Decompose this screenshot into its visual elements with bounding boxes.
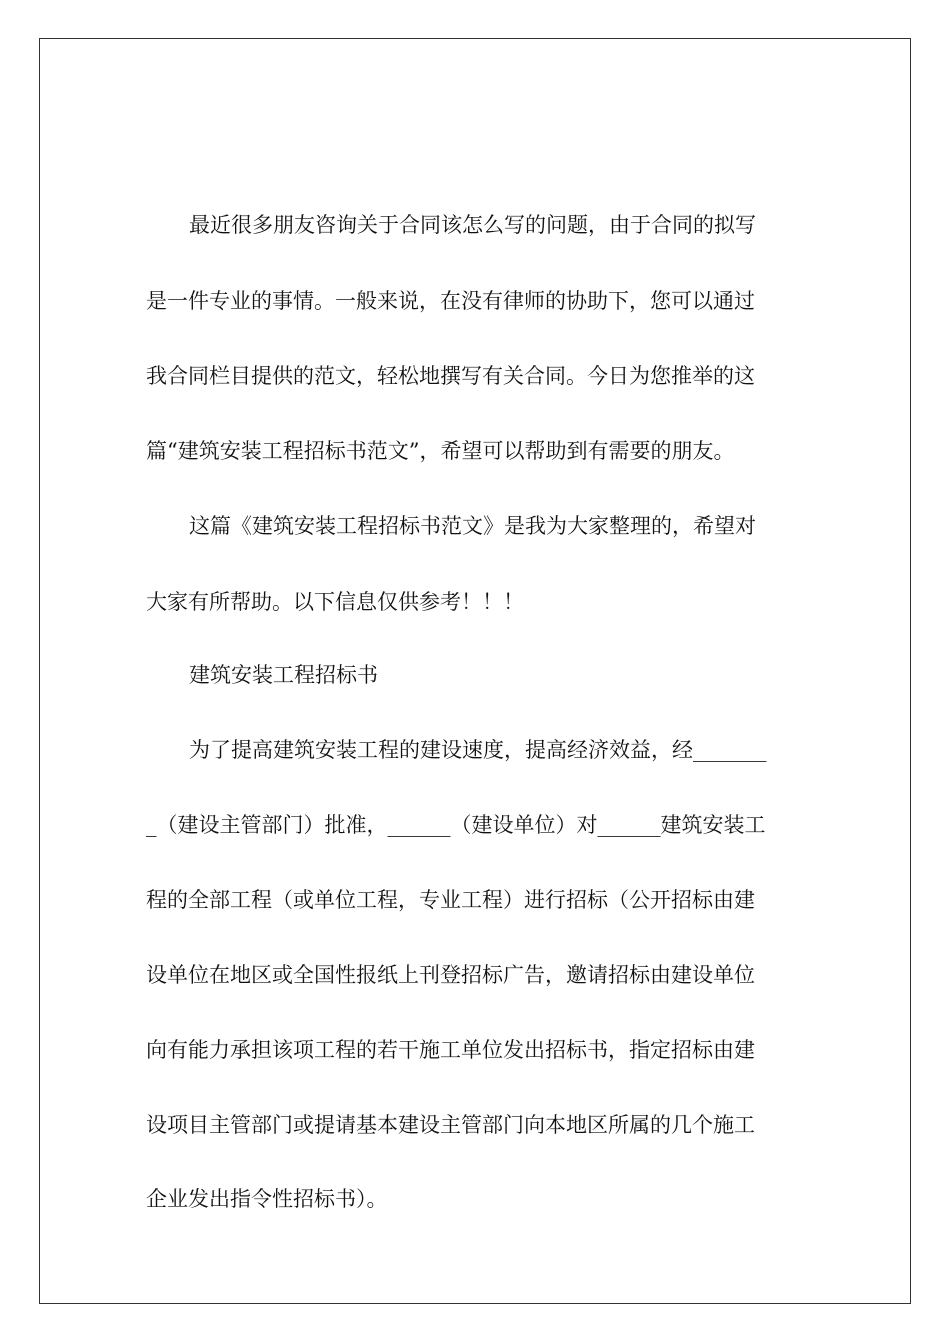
body-line-4: 设单位在地区或全国性报纸上刊登招标广告，邀请招标由建设单位 bbox=[146, 963, 755, 987]
body-line-7: 企业发出指令性招标书）。 bbox=[146, 1187, 388, 1211]
intro-line-2: 是一件专业的事情。一般来说，在没有律师的协助下，您可以通过 bbox=[146, 289, 755, 313]
note-line-1: 这篇《建筑安装工程招标书范文》是我为大家整理的，希望对 bbox=[189, 514, 756, 538]
body-line-1: 为了提高建筑安装工程的建设速度，提高经济效益，经_______ bbox=[189, 738, 767, 762]
note-line-2: 大家有所帮助。以下信息仅供参考！！！ bbox=[146, 590, 524, 614]
body-line-2: _（建设主管部门）批准，______（建设单位）对______建筑安装工 bbox=[146, 813, 766, 837]
body-line-5: 向有能力承担该项工程的若干施工单位发出招标书，指定招标由建 bbox=[146, 1038, 755, 1062]
section-title: 建筑安装工程招标书 bbox=[189, 663, 378, 687]
intro-line-4: 篇“建筑安装工程招标书范文”，希望可以帮助到有需要的朋友。 bbox=[146, 439, 735, 463]
intro-line-3: 我合同栏目提供的范文，轻松地撰写有关合同。今日为您推举的这 bbox=[146, 364, 755, 388]
body-line-3: 程的全部工程（或单位工程，专业工程）进行招标（公开招标由建 bbox=[146, 888, 755, 912]
body-line-6: 设项目主管部门或提请基本建设主管部门向本地区所属的几个施工 bbox=[146, 1113, 755, 1137]
intro-line-1: 最近很多朋友咨询关于合同该怎么写的问题，由于合同的拟写 bbox=[189, 213, 756, 237]
